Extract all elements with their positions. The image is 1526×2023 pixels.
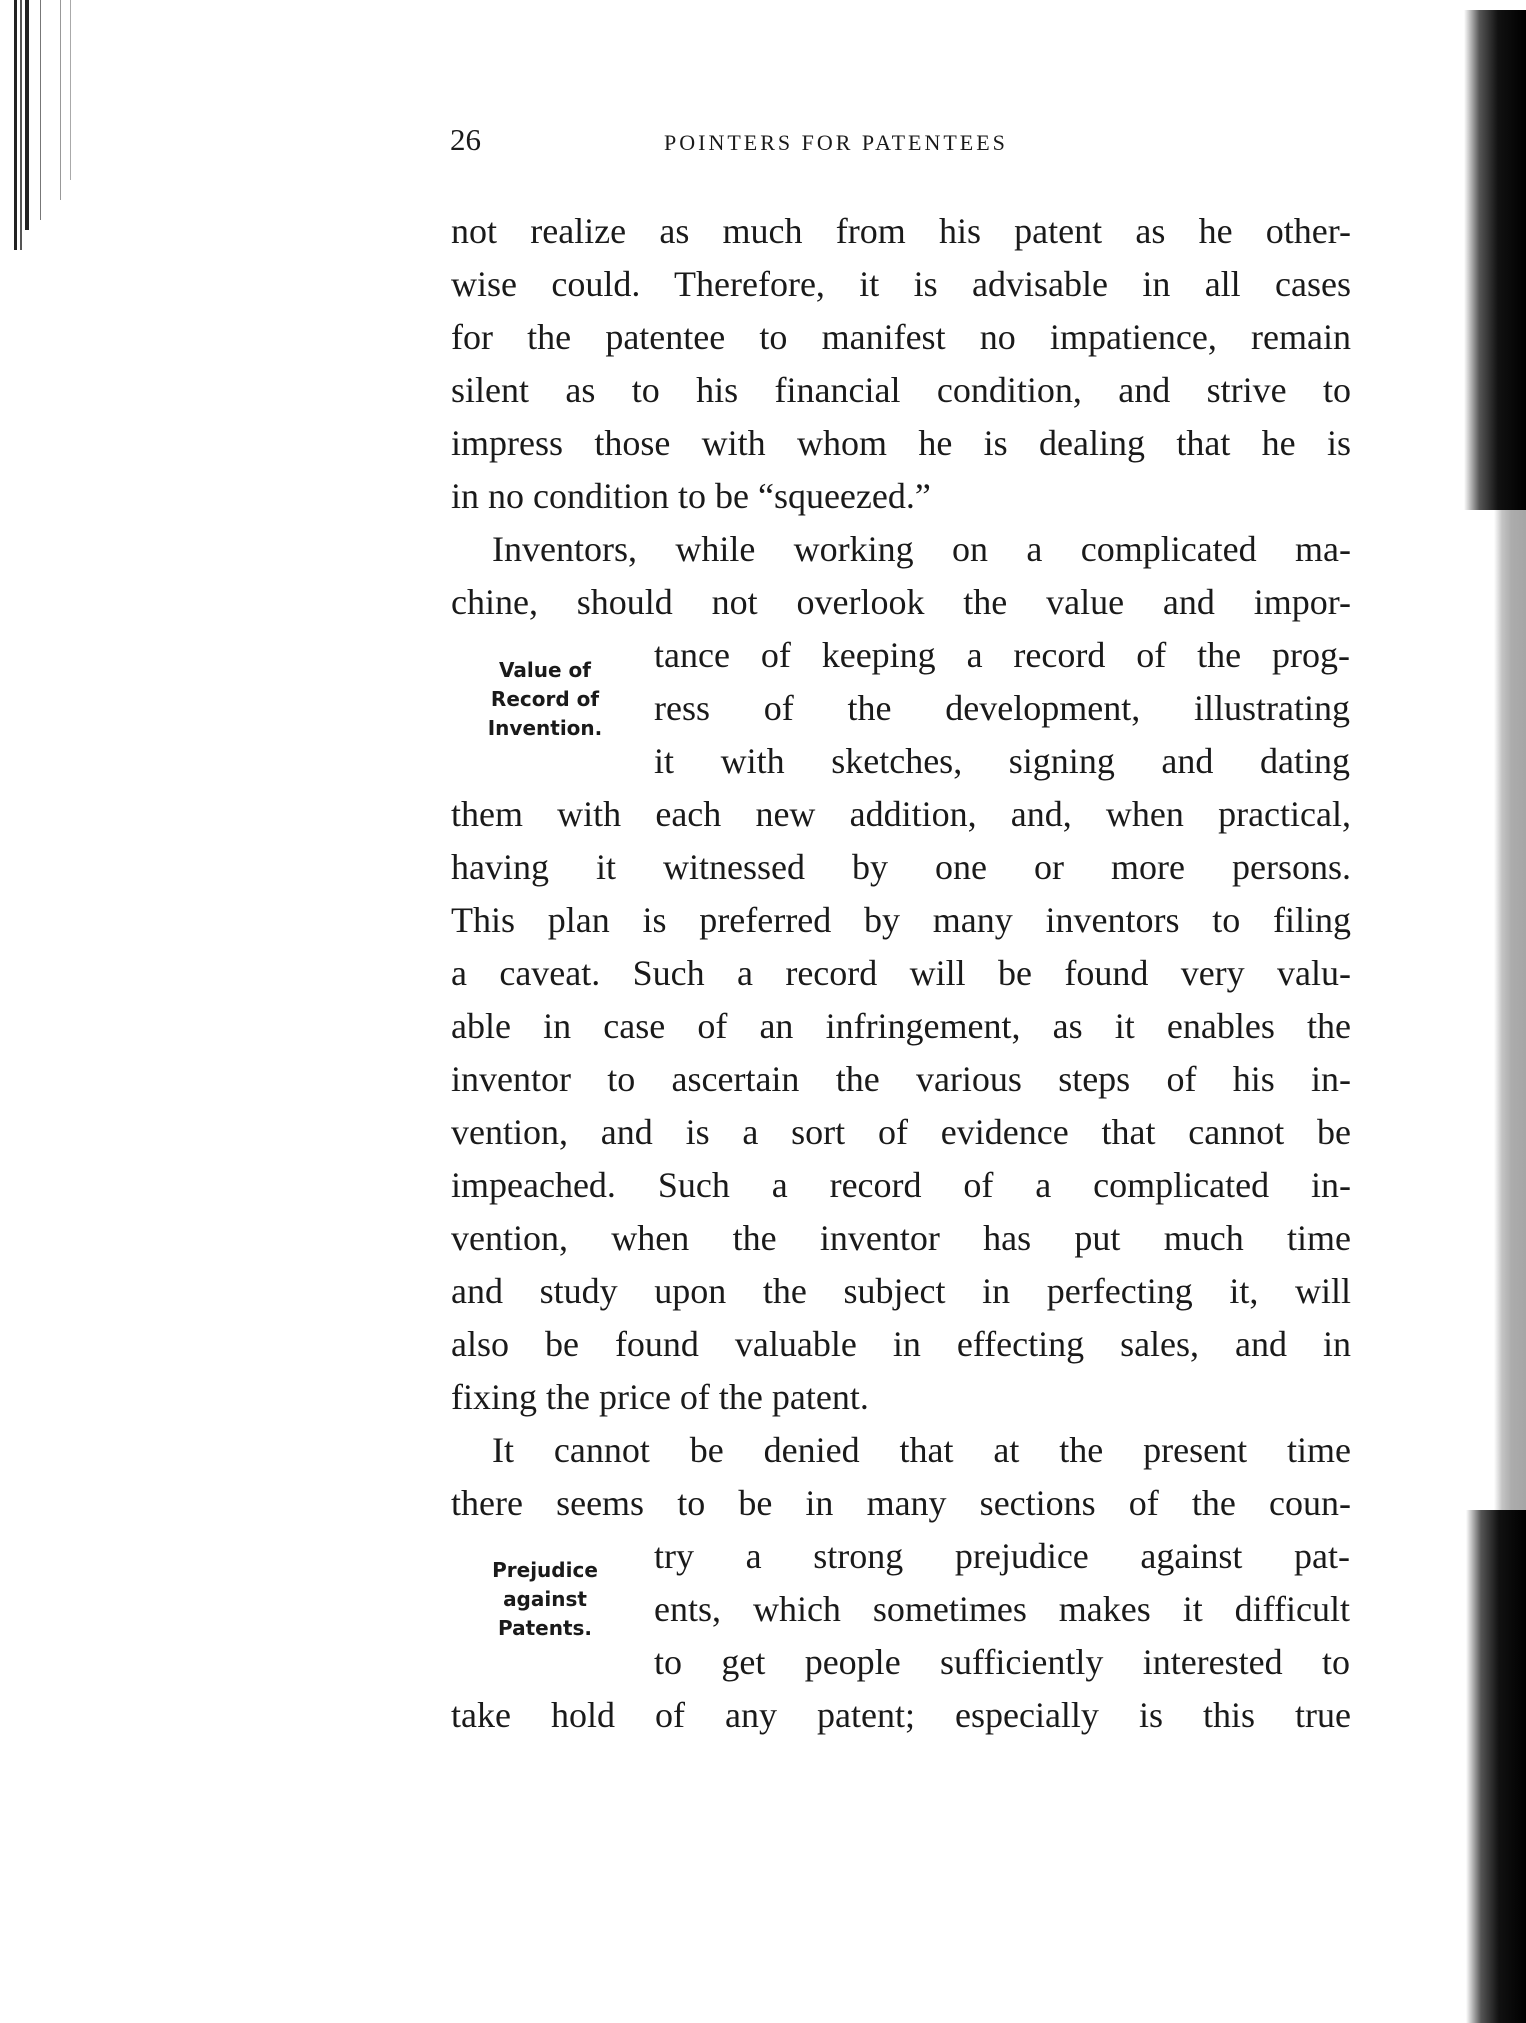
text-line: take hold of any patent; especially is this true — [451, 1695, 1351, 1735]
sidenote-line: against — [503, 1587, 587, 1611]
text-line: ents, which sometimes makes it difficult — [654, 1589, 1350, 1629]
running-head: POINTERS FOR PATENTEES — [664, 130, 1008, 155]
text-line: not realize as much from his patent as he other- — [451, 211, 1351, 251]
text-line: able in case of an infringement, as it enables the — [451, 1006, 1351, 1046]
sidenote-line: Patents. — [497, 1616, 593, 1640]
sidenote-line: Record of — [490, 687, 600, 711]
text-line: it with sketches, signing and dating — [654, 741, 1350, 781]
page-number: 26 — [450, 122, 481, 157]
text-line: impeached. Such a record of a complicated in- — [451, 1165, 1351, 1205]
text-line: This plan is preferred by many inventors to filing — [451, 900, 1351, 940]
text-line: silent as to his financial condition, and strive to — [451, 370, 1351, 410]
sidenote-prejudice-against-patents — [470, 1556, 620, 1643]
text-line: having it witnessed by one or more persons. — [451, 847, 1351, 887]
text-line: and study upon the subject in perfecting it, will — [451, 1271, 1351, 1311]
sidenote-line: Invention. — [487, 716, 603, 740]
text-line: impress those with whom he is dealing that he is — [451, 423, 1351, 463]
text-line: also be found valuable in effecting sales, and in — [451, 1324, 1351, 1364]
text-line: to get people sufficiently interested to — [654, 1642, 1350, 1682]
text-line: ress of the development, illustrating — [654, 688, 1350, 728]
text-line: fixing the price of the patent. — [451, 1377, 869, 1417]
text-line: a caveat. Such a record will be found very valu- — [451, 953, 1351, 993]
text-line: vention, when the inventor has put much time — [451, 1218, 1351, 1258]
text-line: inventor to ascertain the various steps of his in- — [451, 1059, 1351, 1099]
scan-edge-right — [1454, 0, 1526, 2023]
text-line: them with each new addition, and, when practical, — [451, 794, 1351, 834]
scan-edge-left — [0, 0, 90, 260]
text-line: It cannot be denied that at the present time — [492, 1430, 1351, 1470]
sidenote-line: Prejudice — [492, 1558, 598, 1582]
page-header — [450, 122, 1350, 162]
sidenote-record-of-invention — [470, 656, 620, 743]
text-line: try a strong prejudice against pat- — [654, 1536, 1350, 1576]
sidenote-line: Value of — [499, 658, 591, 682]
text-line: in no condition to be “squeezed.” — [451, 476, 931, 516]
text-line: for the patentee to manifest no impatience, remain — [451, 317, 1351, 357]
text-line: chine, should not overlook the value and impor- — [451, 582, 1351, 622]
text-line: tance of keeping a record of the prog- — [654, 635, 1350, 675]
text-line: wise could. Therefore, it is advisable in all cases — [451, 264, 1351, 304]
text-line: there seems to be in many sections of the coun- — [451, 1483, 1351, 1523]
text-line: vention, and is a sort of evidence that cannot be — [451, 1112, 1351, 1152]
text-line: Inventors, while working on a complicated ma- — [492, 529, 1351, 569]
